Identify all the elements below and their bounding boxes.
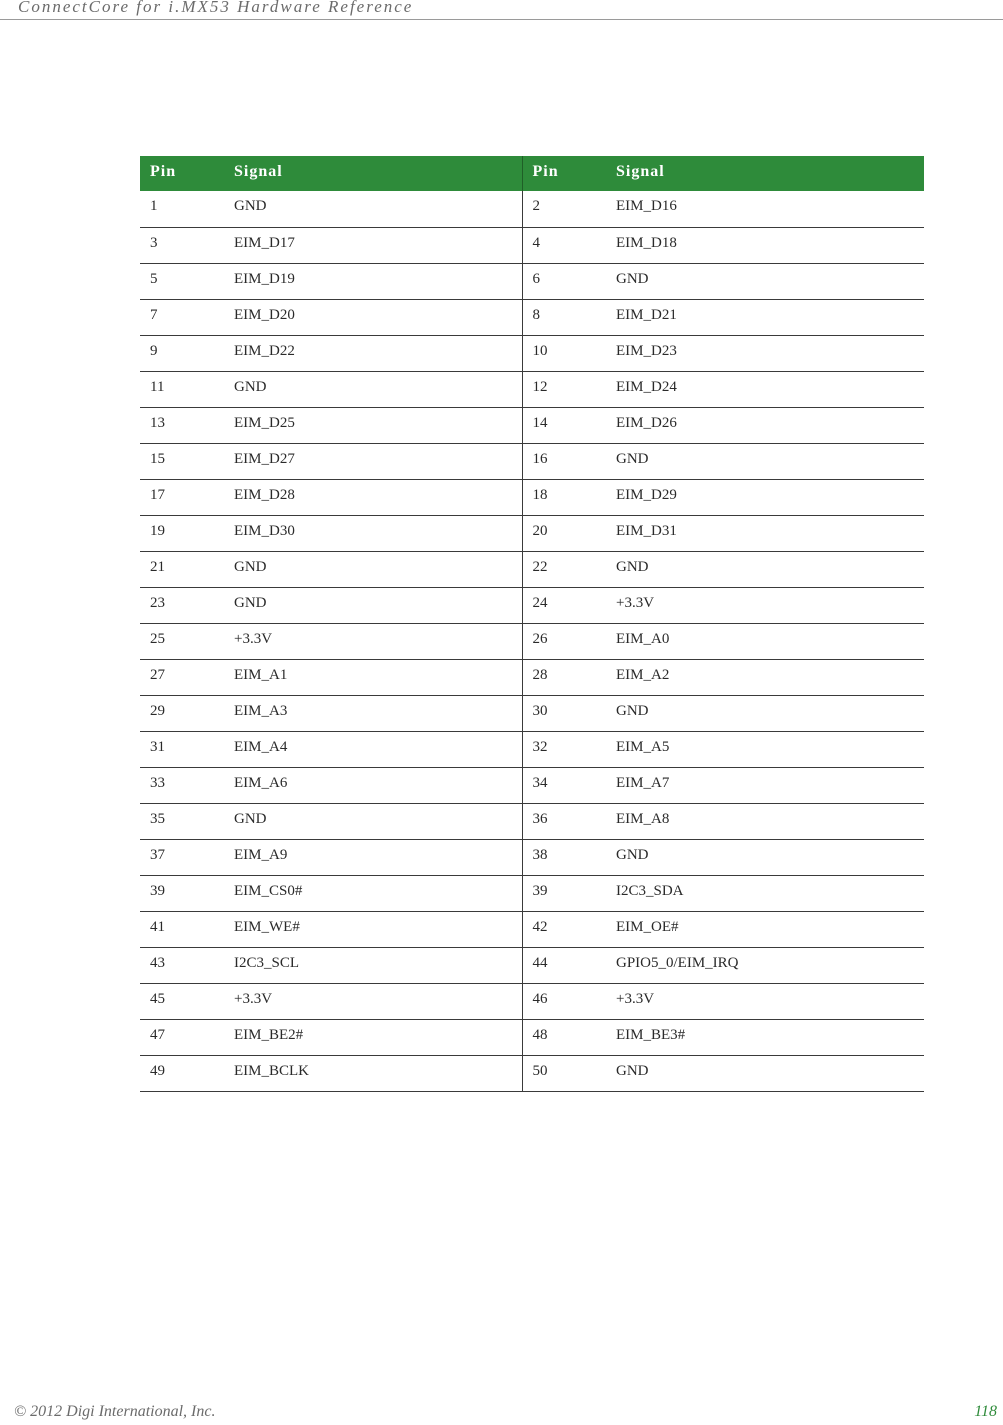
signal-name-cell: EIM_OE#: [606, 911, 924, 947]
signal-name-cell: EIM_A4: [224, 731, 522, 767]
table-row: [140, 839, 924, 875]
pin-number-cell: 7: [140, 299, 224, 335]
table-row: [140, 551, 924, 587]
signal-name-cell: EIM_D31: [606, 515, 924, 551]
signal-name-cell: EIM_BE2#: [224, 1019, 522, 1055]
table-row: [140, 695, 924, 731]
pin-number-cell: 38: [522, 839, 606, 875]
signal-name-cell: I2C3_SDA: [606, 875, 924, 911]
signal-name-cell: EIM_D22: [224, 335, 522, 371]
pin-number-cell: 31: [140, 731, 224, 767]
table-row: [140, 479, 924, 515]
signal-name-cell: EIM_D18: [606, 227, 924, 263]
pin-number-cell: 27: [140, 659, 224, 695]
pin-number-cell: 10: [522, 335, 606, 371]
pin-number-cell: 2: [522, 191, 606, 227]
pin-number-cell: 32: [522, 731, 606, 767]
signal-name-cell: EIM_BE3#: [606, 1019, 924, 1055]
signal-name-cell: GND: [224, 587, 522, 623]
pin-number-cell: 9: [140, 335, 224, 371]
pin-number-cell: 12: [522, 371, 606, 407]
pin-number-cell: 43: [140, 947, 224, 983]
column-header-signal: Signal: [224, 156, 522, 191]
pin-number-cell: 44: [522, 947, 606, 983]
pin-number-cell: 24: [522, 587, 606, 623]
pin-number-cell: 41: [140, 911, 224, 947]
table-row: [140, 659, 924, 695]
pin-number-cell: 34: [522, 767, 606, 803]
signal-name-cell: EIM_D17: [224, 227, 522, 263]
pin-number-cell: 20: [522, 515, 606, 551]
pin-number-cell: 26: [522, 623, 606, 659]
table-row: [140, 371, 924, 407]
table-row: [140, 1019, 924, 1055]
signal-name-cell: EIM_A0: [606, 623, 924, 659]
table-row: [140, 263, 924, 299]
signal-name-cell: EIM_D30: [224, 515, 522, 551]
signal-name-cell: GND: [224, 371, 522, 407]
signal-name-cell: +3.3V: [224, 983, 522, 1019]
signal-name-cell: +3.3V: [224, 623, 522, 659]
table-row: [140, 299, 924, 335]
pin-number-cell: 37: [140, 839, 224, 875]
pin-number-cell: 39: [140, 875, 224, 911]
pin-number-cell: 33: [140, 767, 224, 803]
signal-name-cell: EIM_A2: [606, 659, 924, 695]
signal-name-cell: EIM_D16: [606, 191, 924, 227]
signal-name-cell: GND: [606, 443, 924, 479]
signal-name-cell: EIM_A8: [606, 803, 924, 839]
pin-number-cell: 1: [140, 191, 224, 227]
signal-name-cell: EIM_BCLK: [224, 1055, 522, 1091]
signal-name-cell: GND: [606, 695, 924, 731]
pin-number-cell: 11: [140, 371, 224, 407]
signal-name-cell: EIM_D26: [606, 407, 924, 443]
pin-number-cell: 48: [522, 1019, 606, 1055]
signal-name-cell: GND: [606, 263, 924, 299]
table-row: [140, 335, 924, 371]
signal-name-cell: EIM_D19: [224, 263, 522, 299]
pin-number-cell: 39: [522, 875, 606, 911]
table-row: [140, 1055, 924, 1091]
signal-name-cell: GPIO5_0/EIM_IRQ: [606, 947, 924, 983]
signal-name-cell: EIM_D24: [606, 371, 924, 407]
signal-name-cell: GND: [224, 191, 522, 227]
signal-name-cell: EIM_A1: [224, 659, 522, 695]
signal-name-cell: EIM_D27: [224, 443, 522, 479]
pin-number-cell: 3: [140, 227, 224, 263]
table-header-row: [140, 156, 924, 191]
pin-number-cell: 35: [140, 803, 224, 839]
signal-name-cell: EIM_D21: [606, 299, 924, 335]
signal-name-cell: EIM_A7: [606, 767, 924, 803]
table-row: [140, 515, 924, 551]
signal-name-cell: +3.3V: [606, 983, 924, 1019]
table-row: [140, 407, 924, 443]
signal-name-cell: EIM_A9: [224, 839, 522, 875]
pin-number-cell: 13: [140, 407, 224, 443]
pin-number-cell: 18: [522, 479, 606, 515]
pin-number-cell: 45: [140, 983, 224, 1019]
pin-number-cell: 17: [140, 479, 224, 515]
pin-number-cell: 21: [140, 551, 224, 587]
table-row: [140, 983, 924, 1019]
pin-number-cell: 22: [522, 551, 606, 587]
pin-number-cell: 15: [140, 443, 224, 479]
signal-name-cell: EIM_D23: [606, 335, 924, 371]
pin-number-cell: 28: [522, 659, 606, 695]
pin-number-cell: 49: [140, 1055, 224, 1091]
table-row: [140, 911, 924, 947]
table-row: [140, 947, 924, 983]
table-row: [140, 731, 924, 767]
table-row: [140, 587, 924, 623]
signal-name-cell: EIM_A6: [224, 767, 522, 803]
pin-number-cell: 5: [140, 263, 224, 299]
signal-name-cell: GND: [606, 839, 924, 875]
table-body: [140, 191, 924, 1091]
table-row: [140, 623, 924, 659]
pin-number-cell: 8: [522, 299, 606, 335]
column-header-pin: Pin: [150, 163, 177, 180]
signal-name-cell: +3.3V: [606, 587, 924, 623]
pin-number-cell: 42: [522, 911, 606, 947]
pin-number-cell: 29: [140, 695, 224, 731]
signal-name-cell: EIM_A3: [224, 695, 522, 731]
signal-name-cell: EIM_D25: [224, 407, 522, 443]
signal-name-cell: EIM_WE#: [224, 911, 522, 947]
signal-name-cell: I2C3_SCL: [224, 947, 522, 983]
copyright-footer: © 2012 Digi International, Inc.: [14, 1403, 216, 1420]
page-number: 118: [974, 1403, 997, 1420]
signal-name-cell: EIM_A5: [606, 731, 924, 767]
column-header-signal: Signal: [616, 163, 665, 180]
pin-signal-table: [140, 156, 924, 1092]
signal-name-cell: EIM_D28: [224, 479, 522, 515]
pin-number-cell: 36: [522, 803, 606, 839]
pin-number-cell: 25: [140, 623, 224, 659]
table-row: [140, 875, 924, 911]
signal-name-cell: EIM_D20: [224, 299, 522, 335]
column-header-pin: Pin: [532, 163, 559, 180]
table-row: [140, 191, 924, 227]
table-row: [140, 227, 924, 263]
pin-number-cell: 19: [140, 515, 224, 551]
header-rule: [0, 19, 1003, 20]
signal-name-cell: GND: [606, 551, 924, 587]
pin-number-cell: 16: [522, 443, 606, 479]
pin-number-cell: 23: [140, 587, 224, 623]
running-header: ConnectCore for i.MX53 Hardware Reference: [18, 0, 414, 16]
signal-name-cell: GND: [224, 803, 522, 839]
pin-number-cell: 6: [522, 263, 606, 299]
table-row: [140, 443, 924, 479]
table-row: [140, 767, 924, 803]
pin-number-cell: 50: [522, 1055, 606, 1091]
signal-name-cell: GND: [606, 1055, 924, 1091]
signal-name-cell: EIM_CS0#: [224, 875, 522, 911]
pin-number-cell: 4: [522, 227, 606, 263]
table-row: [140, 803, 924, 839]
pin-number-cell: 46: [522, 983, 606, 1019]
signal-name-cell: GND: [224, 551, 522, 587]
pin-number-cell: 47: [140, 1019, 224, 1055]
pin-number-cell: 14: [522, 407, 606, 443]
pin-number-cell: 30: [522, 695, 606, 731]
signal-name-cell: EIM_D29: [606, 479, 924, 515]
